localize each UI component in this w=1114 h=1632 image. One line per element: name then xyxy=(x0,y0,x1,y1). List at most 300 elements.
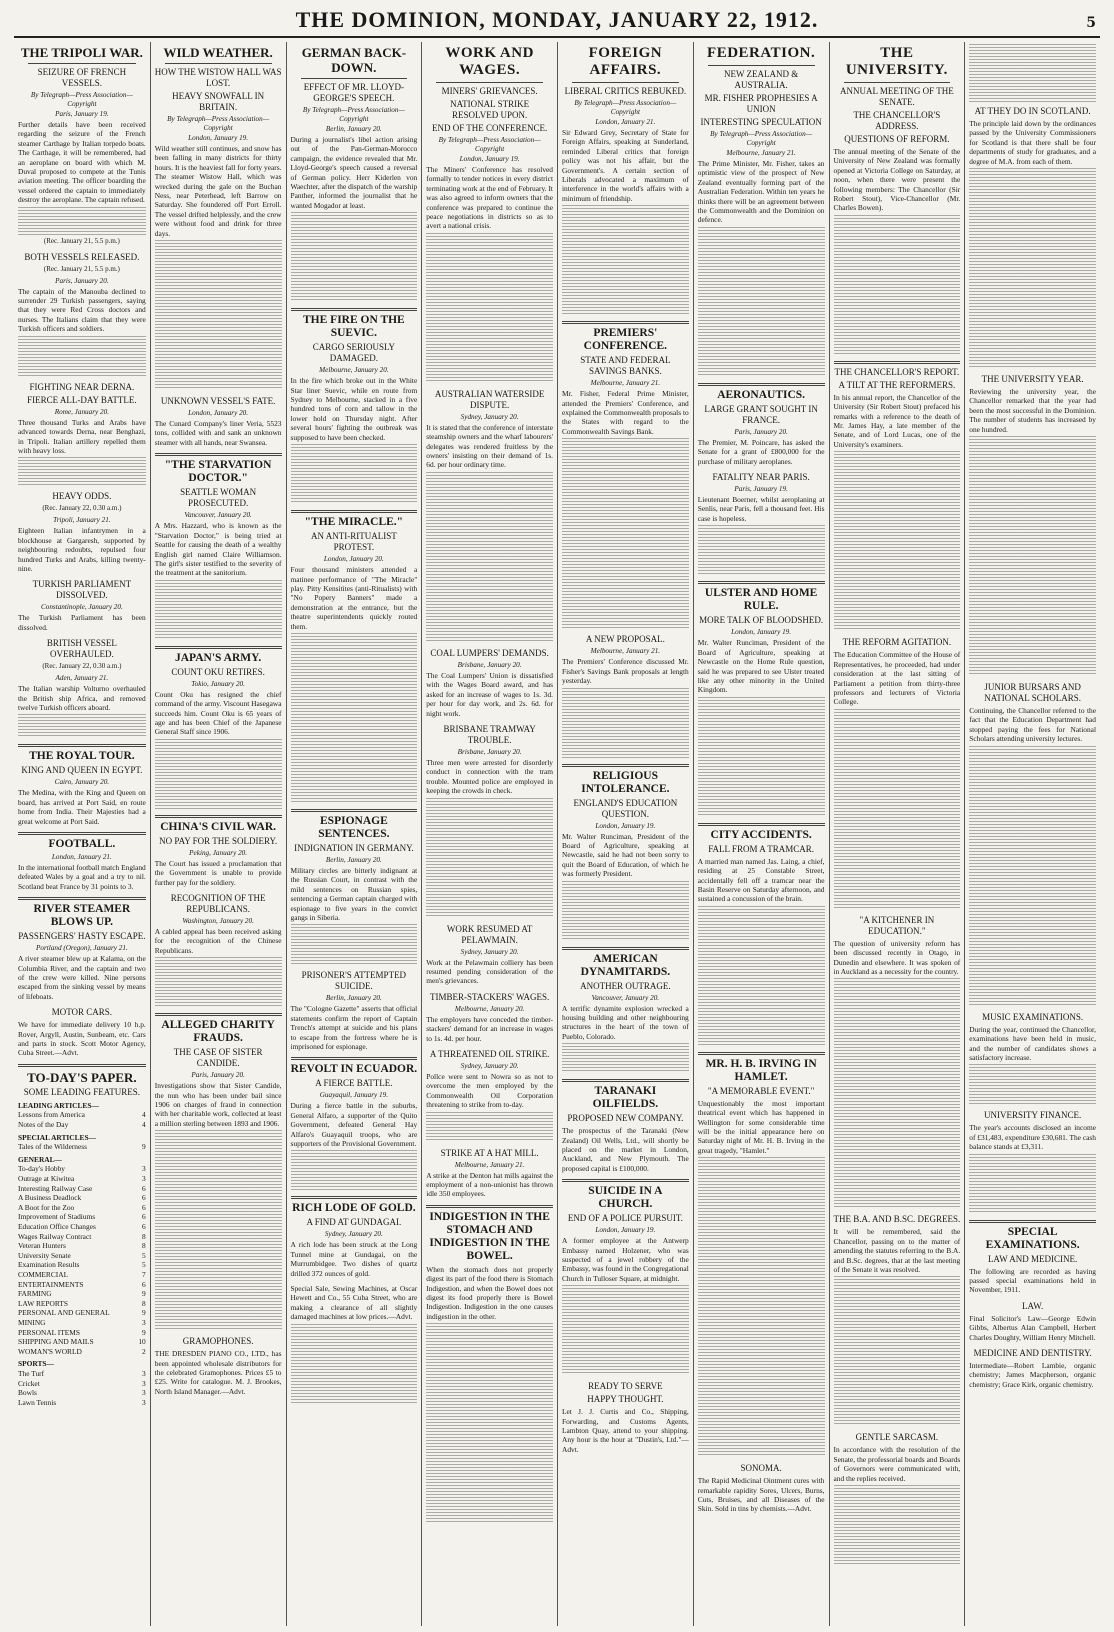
article-body: The captain of the Manouba declined to surrender 29 Turkish passengers, saying that they were Red Cross doctors and nurses. The Italians claim that they were Turkish officers and soldiers. xyxy=(18,286,146,334)
article-subhead: A FIND AT GUNDAGAI. xyxy=(306,1217,402,1228)
article-body: A rich lode has been struck at the Long Tunnel mine at Gundagai, on the Murrumbidgee. Two dishes of quartz drilled 372 ounces of gold. xyxy=(290,1240,418,1278)
index-item-label: Education Office Changes xyxy=(18,1222,96,1231)
section-subhead: MUSIC EXAMINATIONS. xyxy=(982,1011,1084,1022)
article-subhead-3: QUESTIONS OF REFORM. xyxy=(844,134,950,144)
index-section-heading: GENERAL— xyxy=(18,1154,62,1164)
article-dateline: Melbourne, January 21. xyxy=(590,379,661,388)
index-item xyxy=(18,1203,146,1213)
article-subhead-2: NATIONAL STRIKE RESOLVED UPON. xyxy=(450,99,530,120)
text-filler xyxy=(291,1324,418,1404)
index-item-label: Veteran Hunters xyxy=(18,1241,66,1251)
advert-headline: INDIGESTION IN THE STOMACH AND INDIGESTION IN THE BOWEL. xyxy=(429,1210,550,1262)
article-received: (Rec. January 22, 0.30 a.m.) xyxy=(42,662,122,671)
text-filler xyxy=(155,1130,282,1330)
text-filler xyxy=(834,978,961,1208)
index-item-label: Tales of the Wilderness xyxy=(18,1142,88,1152)
divider xyxy=(844,82,951,83)
section-law xyxy=(969,1301,1096,1342)
article-revolt-ecuador xyxy=(291,1057,418,1190)
article-dateline: Sydney, January 20. xyxy=(460,412,519,421)
text-filler xyxy=(562,1285,689,1375)
article-aeronautics xyxy=(698,383,825,466)
article-body: Sir Edward Grey, Secretary of State for Foreign Affairs, speaking at Sunderland, reminded Liberal critics that foreign policy was not his affair, but the Government's. A certain section of Liberals advocated a maximum of interference in the world's affairs with a minimum of friendship. xyxy=(562,128,689,203)
index-item xyxy=(18,1120,146,1130)
index-item-page: 5 xyxy=(142,1260,146,1270)
article-subhead: FATALITY NEAR PARIS. xyxy=(712,472,810,483)
divider xyxy=(291,1057,418,1060)
article-dateline: Paris, January 20. xyxy=(191,1071,245,1080)
index-item-page: 9 xyxy=(142,1142,146,1152)
index-item-label: Cricket xyxy=(18,1378,40,1388)
index-item-page: 8 xyxy=(142,1241,146,1251)
article-body: The Prime Minister, Mr. Fisher, takes an optimistic view of the prospect of New Zealand eventually forming part of the Australian Federation. Within ten years he thinks there will be an agreement between the Commonwealth and the Dominion on defence. xyxy=(697,159,825,225)
index-item-label: A Business Deadlock xyxy=(18,1193,82,1203)
index-item xyxy=(18,1388,146,1398)
article-headline: ULSTER AND HOME RULE. xyxy=(704,587,818,613)
article-body: Mr. Walter Runciman, President of the Board of Agriculture, speaking at Newcastle on the Home Rule question, said he was prepared to see Ulster treated like any other minority in the United Kingdom. xyxy=(697,638,825,695)
article-subhead: A NEW PROPOSAL. xyxy=(585,634,665,645)
index-item-label: SHIPPING AND MAILS xyxy=(18,1337,94,1347)
divider xyxy=(698,823,825,826)
article-subhead: THE CHANCELLOR'S REPORT. xyxy=(834,366,960,377)
article-coal-lumpers xyxy=(426,648,553,718)
divider xyxy=(28,63,136,64)
article-headline: FOREIGN AFFAIRS. xyxy=(588,45,663,78)
index-item xyxy=(18,1260,146,1270)
text-filler xyxy=(18,714,146,738)
article-headline: ESPIONAGE SENTENCES. xyxy=(318,814,390,840)
todays-paper-index xyxy=(18,1064,146,1407)
index-item xyxy=(18,1164,146,1174)
article-dateline: Vancouver, January 20. xyxy=(184,511,252,520)
article-starvation-doctor xyxy=(155,453,282,639)
article-subhead: FALL FROM A TRAMCAR. xyxy=(708,843,815,854)
article-dateline: London, January 20. xyxy=(188,409,249,418)
article-received: (Rec. January 21, 5.5 p.m.) xyxy=(43,264,120,273)
article-special-examinations xyxy=(969,1220,1096,1295)
article-body: The Cunard Company's liner Veria, 5523 tons, collided with and sank an unknown steamer with all hands, near Swansea. xyxy=(154,419,282,447)
article-dateline: Portland (Oregon), January 21. xyxy=(35,944,128,953)
article-timber-stackers xyxy=(426,992,553,1043)
index-item-label: FARMING xyxy=(18,1289,52,1299)
article-body: The prospectus of the Taranaki (New Zealand) Oil Wells, Ltd., will shortly be placed on the market in London, Auckland, and New Plymouth. The proposed capital is £100,000. xyxy=(562,1126,689,1173)
index-item xyxy=(18,1280,146,1290)
article-subhead: EFFECT OF MR. LLOYD-GEORGE'S SPEECH. xyxy=(303,82,405,103)
article-subhead: BOTH VESSELS RELEASED. xyxy=(24,251,140,262)
index-item xyxy=(18,1337,146,1347)
index-item-page: 2 xyxy=(142,1346,146,1356)
article-subhead: END OF A POLICE PURSUIT. xyxy=(567,1213,683,1224)
article-subhead: TIMBER-STACKERS' WAGES. xyxy=(430,991,550,1002)
advert-ready-to-serve xyxy=(562,1381,689,1454)
advert-title: MOTOR CARS. xyxy=(51,1007,113,1018)
index-item-page: 6 xyxy=(142,1279,146,1289)
index-item xyxy=(18,1398,146,1408)
index-item-page: 3 xyxy=(142,1397,146,1407)
section-subhead: THE REFORM AGITATION. xyxy=(842,637,952,648)
article-subhead: STATE AND FEDERAL SAVINGS BANKS. xyxy=(580,355,671,377)
article-subhead: ENGLAND'S EDUCATION QUESTION. xyxy=(573,797,678,819)
advert-motor-cars xyxy=(18,1007,146,1058)
divider xyxy=(562,947,689,950)
article-dateline: London, January 19. xyxy=(595,821,656,830)
text-filler xyxy=(426,1112,553,1142)
article-foreign-affairs xyxy=(562,45,689,315)
article-subhead-3: END OF THE CONFERENCE. xyxy=(431,123,548,133)
divider xyxy=(426,1205,553,1208)
divider xyxy=(155,646,282,649)
article-body: In the international football match England defeated Wales by a goal and a try to nil. Scotland beat France by 31 points to 3. xyxy=(18,863,146,891)
column-3 xyxy=(286,42,422,1626)
article-subhead: TURKISH PARLIAMENT DISSOLVED. xyxy=(32,579,132,601)
index-title: TO-DAY'S PAPER. xyxy=(27,1069,137,1085)
article-the-university xyxy=(834,45,961,355)
index-item-label: ENTERTAINMENTS xyxy=(18,1279,84,1289)
article-dateline: Paris, January 20. xyxy=(55,276,109,285)
advert-gramophones xyxy=(155,1336,282,1396)
advert-title: SONOMA. xyxy=(740,1463,782,1474)
index-item xyxy=(18,1232,146,1242)
index-item-page: 3 xyxy=(142,1388,146,1398)
divider xyxy=(562,1079,689,1082)
article-body: During a journalist's libel action arising out of the Pan-German-Morocco campaign, the evidence revealed that Mr. Lloyd-George's speech caused a reversal of German policy. Herr Kiderlen von Waechter, after the dispatch of the warship Panther, informed the journalist that he wanted Mogador at least. xyxy=(290,135,418,210)
index-item-page: 4 xyxy=(142,1110,146,1120)
article-body: It is stated that the conference of interstate steamship owners and the wharf labourers' delegates was rendered fruitless by the owners' insisting on their demand of 1s. 6d. per hour ordinary time. xyxy=(426,422,553,470)
article-attempted-suicide xyxy=(291,970,418,1051)
article-river-steamer xyxy=(18,897,146,1001)
section-gentle-sarcasm xyxy=(834,1432,961,1565)
article-brisbane-tramway xyxy=(426,724,553,918)
article-headline: THE UNIVERSITY. xyxy=(845,45,948,78)
article-charity-frauds xyxy=(155,1013,282,1330)
section-scotland xyxy=(969,106,1096,368)
article-body: Mr. Fisher, Federal Prime Minister, attended the Premiers' Conference, and explained the Commonwealth proposals to the States with regard to the Commonwealth Savings Bank. xyxy=(562,389,689,436)
article-body: The Premiers' Conference discussed Mr. Fisher's Savings Bank proposals at length yesterday. xyxy=(562,657,689,686)
index-section-heading: LEADING ARTICLES— xyxy=(18,1100,99,1110)
article-suevic-fire xyxy=(291,308,418,504)
text-filler xyxy=(291,444,418,504)
index-section-heading: SPORTS— xyxy=(18,1359,54,1369)
article-body: A cabled appeal has been received asking for the recognition of the Chinese Republicans. xyxy=(154,926,282,955)
article-dateline: Cairo, January 20. xyxy=(54,778,110,787)
text-filler xyxy=(18,457,146,485)
article-body: The Coal Lumpers' Union is dissatisfied with the Wages Board award, and has asked for an increase of wages to 1s. 3d. per hour for day work, and 2s. 6d. for night work. xyxy=(426,670,553,718)
index-item-label: Bowls xyxy=(18,1388,37,1398)
index-item-page: 3 xyxy=(142,1317,146,1327)
column-4 xyxy=(421,42,557,1626)
article-subhead-3: INTERESTING SPECULATION xyxy=(700,117,822,127)
article-ulster-home-rule xyxy=(698,581,825,816)
article-dateline: London, January 19. xyxy=(188,134,249,142)
index-item-label: Examination Results xyxy=(18,1260,80,1270)
advert-indigestion xyxy=(426,1205,553,1523)
article-subhead: CARGO SERIOUSLY DAMAGED. xyxy=(312,342,396,364)
article-subhead: LIBERAL CRITICS REBUKED. xyxy=(564,86,687,96)
section-body: The year's accounts disclosed an income of £31,483, expenditure £30,681. The cash balance stands at £3,311. xyxy=(969,1123,1096,1152)
text-filler xyxy=(834,709,961,909)
index-item-label: LAW REPORTS xyxy=(18,1298,68,1308)
article-body: Eighteen Italian infantrymen in a blockhouse at Gargaresh, supported by neighbouring redoubts, repulsed four hundred Turks and Arabs, killing twenty-nine. xyxy=(18,526,146,573)
text-filler xyxy=(698,697,825,817)
article-dateline: London, January 20. xyxy=(323,555,384,564)
advert-body: We have for immediate delivery 10 h.p. Rover, Argyll, Austin, Sunbeam, etc. Cars and parts in stock. Scott Motor Agency, Cuba Street.—Advt. xyxy=(18,1020,146,1058)
index-item-label: A Boot for the Zoo xyxy=(18,1202,75,1212)
article-vessels-released xyxy=(18,252,146,376)
text-filler xyxy=(291,633,418,803)
article-body: The Turkish Parliament has been dissolved. xyxy=(18,613,146,632)
index-item-page: 9 xyxy=(142,1327,146,1337)
advert-body: THE DRESDEN PIANO CO., LTD., has been appointed wholesale distributors for the celebrated Gramophones. Prices £5 to £25. Write for catalogue. M. J. Brookes, North Island Manager.—Advt. xyxy=(154,1349,282,1396)
index-item-page: 3 xyxy=(142,1164,146,1174)
article-body: Investigations show that Sister Candide, the nun who has been under bail since 1906 on charges of fraud in connection with her charitable work, collected at least a million sterling between 1893 and 1906. xyxy=(154,1081,282,1128)
article-subhead: BRISBANE TRAMWAY TROUBLE. xyxy=(443,723,536,745)
section-body: Reviewing the university year, the Chancellor remarked that the year had been the most successful in the Dominion. The number of students has increased by one hundred. xyxy=(969,387,1096,434)
article-subhead: STRIKE AT A HAT MILL. xyxy=(440,1147,539,1158)
text-filler xyxy=(426,1323,553,1523)
article-subhead: BRITISH VESSEL OVERHAULED. xyxy=(46,638,117,660)
column-2 xyxy=(150,42,286,1626)
index-item xyxy=(18,1193,146,1203)
section-body: The question of university reform has been discussed recently in Otago, in Dunedin and elsewhere. It was spoken of in Auckland as a necessity for the country. xyxy=(833,938,961,976)
index-item-page: 5 xyxy=(142,1250,146,1260)
article-subhead: AN ANTI-RITUALIST PROTEST. xyxy=(311,531,397,553)
text-filler xyxy=(969,44,1096,104)
article-premiers-conference xyxy=(562,321,689,628)
text-filler xyxy=(291,924,418,964)
text-filler xyxy=(834,1485,961,1565)
article-headline: FEDERATION. xyxy=(707,45,816,61)
article-body: The Miners' Conference has resolved formally to tender notices in every district terminating work at the end of February. It was also agreed to inform owners that the conference was prepared to continue the peace negotiations in districts so as to avert a national crisis. xyxy=(426,165,553,231)
index-item-label: WOMAN'S WORLD xyxy=(18,1346,82,1356)
article-work-and-wages xyxy=(426,45,553,383)
text-filler xyxy=(155,580,282,640)
article-chancellors-report xyxy=(834,361,961,631)
article-subhead: FIGHTING NEAR DERNA. xyxy=(29,381,135,392)
article-subhead-2: THE CHANCELLOR'S ADDRESS. xyxy=(853,110,941,131)
article-dateline: London, January 19. xyxy=(459,155,520,163)
article-dateline: London, January 19. xyxy=(731,628,792,637)
text-filler xyxy=(18,207,146,235)
index-item xyxy=(18,1308,146,1318)
section-body: Final Solicitor's Law—George Edwin Gibbs, Albertus Alan Campbell, Herbert Charles Doughty, William Henry Mitchell. xyxy=(969,1313,1096,1342)
divider xyxy=(698,383,825,386)
advert-title: READY TO SERVE xyxy=(588,1381,663,1392)
article-subhead: A FIERCE BATTLE. xyxy=(315,1078,393,1089)
index-item xyxy=(18,1174,146,1184)
article-dateline: Brisbane, January 20. xyxy=(457,747,522,756)
article-headline: CITY ACCIDENTS. xyxy=(710,828,812,841)
article-headline: MR. H. B. IRVING IN HAMLET. xyxy=(705,1057,817,1083)
article-subhead: PRISONER'S ATTEMPTED SUICIDE. xyxy=(301,970,407,992)
divider xyxy=(562,321,689,324)
article-headline: CHINA'S CIVIL WAR. xyxy=(160,820,277,833)
article-body: Work at the Pelawmain colliery has been resumed pending consideration of the men's grievances. xyxy=(426,957,553,986)
masthead xyxy=(14,0,1100,38)
index-item-page: 10 xyxy=(138,1337,146,1347)
index-item-label: University Senate xyxy=(18,1250,71,1260)
section-body: It will be remembered, said the Chancellor, passing on to the matter of amending the statutes referring to the B.A. and B.Sc. degrees, that at the last meeting of the Senate it was resolved. xyxy=(833,1227,961,1274)
article-new-proposal xyxy=(562,634,689,757)
index-item xyxy=(18,1328,146,1338)
article-dateline: Peking, January 20. xyxy=(189,848,248,857)
divider xyxy=(698,581,825,584)
article-body: The Italian warship Volturno overhauled the British ship Africa, and removed twelve Turkish officers aboard. xyxy=(18,684,146,712)
index-item-label: To-day's Hobby xyxy=(18,1164,65,1174)
article-dateline: London, January 21. xyxy=(595,118,656,126)
text-filler xyxy=(562,438,689,628)
index-item-label: Lawn Tennis xyxy=(18,1397,57,1407)
article-headline: GERMAN BACK-DOWN. xyxy=(301,45,407,75)
article-recognition xyxy=(155,893,282,1007)
article-body: Wild weather still continues, and snow has been falling in many districts for thirty hours. It is the heaviest fall for forty years. The steamer Wistow Hall, which was wrecked during the gale on the Buchan Ness, near Peterhead, left Barrow on Saturday. She foundered off Port Erroll. The vessel drifted helplessly, and the crew were without food and drink for three days. xyxy=(154,144,282,238)
text-filler xyxy=(969,746,1096,1006)
article-turkish-parliament xyxy=(18,579,146,632)
article-body: A strike at the Denton hat mills against the employment of a non-unionist has thrown idle 350 employees. xyxy=(426,1170,553,1199)
text-filler xyxy=(426,798,553,918)
article-received: (Rec. January 22, 0.30 a.m.) xyxy=(42,504,122,513)
article-subhead-2: FIERCE ALL-DAY BATTLE. xyxy=(27,394,137,405)
index-item-page: 9 xyxy=(142,1289,146,1299)
article-fighting-derna xyxy=(18,382,146,486)
divider xyxy=(436,82,543,83)
advert-body: Special Sale, Sewing Machines, at Oscar Hewett and Co., 55 Cuba Street, who are making a clearance of all slightly damaged machines at low prices.—Advt. xyxy=(290,1284,418,1322)
article-headline: ALLEGED CHARITY FRAUDS. xyxy=(161,1019,275,1045)
index-item xyxy=(18,1318,146,1328)
index-item-page: 6 xyxy=(142,1202,146,1212)
article-dateline: Vancouver, January 20. xyxy=(591,993,660,1002)
section-body: During the year, continued the Chancellor, examinations have been held in music, and the number of candidates shows a satisfactory increase. xyxy=(969,1024,1096,1062)
advert-title-2: HAPPY THOUGHT. xyxy=(587,1394,664,1405)
index-item xyxy=(18,1241,146,1251)
article-hb-irving-hamlet xyxy=(698,1052,825,1457)
text-filler xyxy=(155,240,282,390)
article-received: (Rec. January 21, 5.5 p.m.) xyxy=(43,236,120,245)
article-subhead: NEW ZEALAND & AUSTRALIA. xyxy=(723,69,799,90)
text-filler xyxy=(562,1043,689,1073)
article-credit: By Telegraph—Press Association—Copyright xyxy=(710,130,813,147)
article-body: In the fire which broke out in the White Star liner Suevic, while en route from Sydney to Melbourne, stacked in a five hundred tons of corn and tallow in the lower hold on Thursday night. After several hours' fighting the outbreak was supposed to have been checked. xyxy=(290,376,418,442)
article-china-civil-war xyxy=(155,815,282,887)
divider xyxy=(572,82,679,83)
divider xyxy=(562,1179,689,1182)
article-subhead: MINERS' GRIEVANCES. xyxy=(441,86,538,96)
text-filler xyxy=(562,881,689,941)
section-junior-bursars xyxy=(969,682,1096,1006)
text-filler xyxy=(969,1064,1096,1104)
article-subhead: AUSTRALIAN WATERSIDE DISPUTE. xyxy=(434,388,545,410)
article-body: In his annual report, the Chancellor of the University (Sir Robert Stout) prefaced his remarks with a reference to the death of Mr. James Hay, a late member of the Senate, and of Lord Lucas, one of the University's examiners. xyxy=(833,392,961,449)
article-body: The Court has issued a proclamation that the Government is unable to provide further pay for the soldiery. xyxy=(154,858,282,887)
article-dateline: Paris, January 19. xyxy=(734,485,788,494)
article-waterside-dispute xyxy=(426,389,553,642)
article-headline: PREMIERS' CONFERENCE. xyxy=(583,327,668,353)
text-filler xyxy=(834,451,961,631)
article-body: Count Oku has resigned the chief command of the army. Viscount Hasegawa succeeds him. Count Oku is 65 years of age and has been Chief of the Japanese General Staff since 1906. xyxy=(154,689,282,737)
article-headline: WORK AND WAGES. xyxy=(445,45,534,78)
advert-body: Let J. J. Curtis and Co., Shipping, Forwarding, and Customs Agents, Lambton Quay, attend to your shipping. Any hour is the hour at "Dustin's, Ltd."—Advt. xyxy=(562,1407,689,1454)
article-headline: RIVER STEAMER BLOWS UP. xyxy=(33,903,131,929)
article-subhead: MORE TALK OF BLOODSHED. xyxy=(699,615,824,626)
article-heavy-odds xyxy=(18,491,146,573)
section-university-finance xyxy=(969,1110,1096,1213)
article-dateline: Melbourne, January 20. xyxy=(454,1004,525,1013)
article-suicide-church xyxy=(562,1179,689,1375)
index-item xyxy=(18,1270,146,1280)
section-music-examinations xyxy=(969,1012,1096,1105)
article-subhead: KING AND QUEEN IN EGYPT. xyxy=(21,765,143,776)
article-body: Lieutenant Boerner, whilst aeroplaning at Senlis, near Paris, fell a thousand feet. His case is hopeless. xyxy=(697,495,825,523)
article-religious-intolerance xyxy=(562,764,689,941)
article-taranaki-oilfields xyxy=(562,1079,689,1173)
article-body: The following are recorded as having passed special examinations held in November, 1911. xyxy=(969,1266,1096,1295)
index-item-label: Improvement of Stadiums xyxy=(18,1212,96,1222)
divider xyxy=(291,1196,418,1199)
article-subhead: SEATTLE WOMAN PROSECUTED. xyxy=(180,487,257,509)
article-body: A Mrs. Hazzard, who is known as the "Starvation Doctor," is being tried at Seattle for causing the death of a wealthy English girl named Claire Williamson. The girl's sister testified to the severity of the treatment at the sanitorium. xyxy=(154,521,282,578)
article-subhead: "A MEMORABLE EVENT." xyxy=(707,1085,815,1096)
text-filler xyxy=(426,233,553,383)
index-item-page: 4 xyxy=(142,1120,146,1130)
article-dateline: Melbourne, January 21. xyxy=(726,149,796,157)
article-body: A river steamer blew up at Kalama, on the Columbia River, and the captain and two of the crew were killed. Nine persons escaped from the sinking vessel by means of lifeboats. xyxy=(18,954,146,1001)
section-university-year xyxy=(969,374,1096,676)
index-item-page: 3 xyxy=(142,1378,146,1388)
article-dateline: Tokio, January 20. xyxy=(191,679,245,688)
article-subhead: HEAVY ODDS. xyxy=(52,491,112,502)
section-subhead: GENTLE SARCASM. xyxy=(855,1432,939,1443)
article-credit: By Telegraph—Press Association—Copyright xyxy=(30,91,133,108)
index-item-label: Interesting Railway Case xyxy=(18,1183,93,1193)
advert-body: The Rapid Medicinal Ointment cures with remarkable rapidity Sores, Ulcers, Burns, Cuts, Bruises, and all Diseases of the Skin. Sold in tins by chemists.—Advt. xyxy=(697,1476,825,1514)
index-item-label: Wages Railway Contract xyxy=(18,1231,92,1241)
article-dateline: Berlin, January 20. xyxy=(325,994,382,1003)
section-body: The principle laid down by the ordinances passed by the University Commissioners for Scotland is that there shall be four departments of study for graduates, and a degree of M.A. from each of them. xyxy=(969,119,1096,166)
section-ba-bsc-degrees xyxy=(834,1214,961,1426)
index-item-page: 6 xyxy=(142,1183,146,1193)
advert-sonoma xyxy=(698,1463,825,1514)
text-filler xyxy=(155,739,282,809)
divider xyxy=(165,63,272,64)
index-item-page: 6 xyxy=(142,1222,146,1231)
section-subhead: MEDICINE AND DENTISTRY. xyxy=(973,1347,1092,1358)
section-subhead: LAW. xyxy=(1022,1300,1044,1311)
article-body: Military circles are bitterly indignant at the Russian Court, in contrast with the mild sentences on Russian spies, sentencing a German captain charged with espionage to five years in the convict gangs in Siberia. xyxy=(290,865,418,922)
divider xyxy=(291,308,418,311)
index-section-heading: SPECIAL ARTICLES— xyxy=(18,1132,96,1142)
article-dateline: Berlin, January 20. xyxy=(325,855,382,864)
article-dateline: Melbourne, January 20. xyxy=(319,366,389,375)
section-reform-agitation xyxy=(834,637,961,908)
article-dateline: Berlin, January 20. xyxy=(325,125,382,133)
section-medicine-dentistry xyxy=(969,1348,1096,1389)
column-7 xyxy=(829,42,965,1626)
article-body: Further details have been received regarding the seizure of the French steamer Carthage by Italian torpedo boats. The Carthage, it will be remembered, had an aeroplane on board with which M. Duval proposed to compete at the Tunis aviation meeting. The officer boarding the vessel ordered the captain to immediately destroy the aeroplane. The captain refused. xyxy=(18,120,146,205)
article-subhead: SEIZURE OF FRENCH VESSELS. xyxy=(37,67,127,88)
index-item xyxy=(18,1379,146,1389)
index-item-page: 8 xyxy=(142,1231,146,1241)
article-headline: REVOLT IN ECUADOR. xyxy=(290,1063,418,1076)
article-body: A former employee at the Antwerp Embassy named Holzener, who was suspected of a jewel robbery of the Embassy, was found in the Congregational Church in Tulloser Square, at midnight. xyxy=(562,1236,689,1283)
advert-title: GRAMOPHONES. xyxy=(182,1336,254,1347)
index-item xyxy=(18,1212,146,1222)
article-headline: JAPAN'S ARMY. xyxy=(174,651,262,664)
article-body: Unquestionably the most important theatrical event which has happened in Wellington for some considerable time will be the initial appearance here on Saturday night of Mr. H. B. Irving in the great tragedy, "Hamlet." xyxy=(697,1098,825,1155)
divider xyxy=(708,65,815,66)
article-body: The "Cologne Gazette" asserts that official statements confirm the report of Captain Trench's attempt at suicide and his plans to escape from the fortress where he is imprisoned for espionage. xyxy=(290,1004,418,1051)
article-subhead: LARGE GRANT SOUGHT IN FRANCE. xyxy=(704,403,818,425)
index-item-label: Lessons from America xyxy=(18,1110,85,1120)
section-subhead: THE B.A. AND B.SC. DEGREES. xyxy=(833,1214,961,1225)
